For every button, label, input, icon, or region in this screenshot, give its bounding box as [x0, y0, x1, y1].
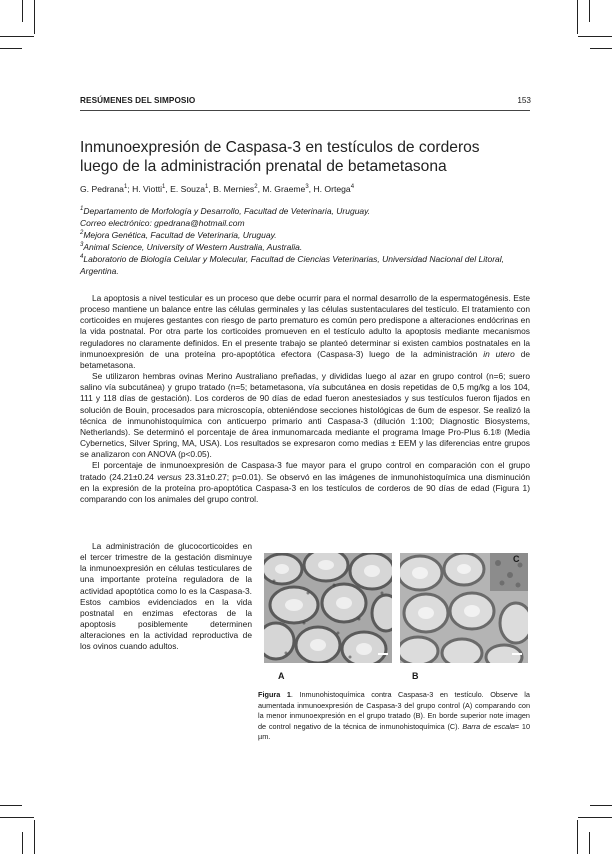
author-affil-sup: 1	[205, 184, 209, 191]
micrograph-a-image	[264, 553, 392, 663]
micrograph-b	[400, 553, 528, 663]
affil-sup: 3	[80, 242, 84, 249]
micrograph-a	[264, 553, 392, 663]
author-affil-sup: 4	[350, 184, 355, 191]
author-affil-sup: 1	[162, 184, 166, 191]
paragraph	[80, 460, 530, 505]
affiliation	[80, 253, 530, 277]
italic-run: in utero	[483, 348, 515, 359]
text-run: de betametasona.	[80, 348, 531, 370]
conclusion-column	[80, 541, 252, 653]
paragraph: La administración de glucocorticoides en el tercer trimestre de la gestación disminuye la inmunoexpresión en células testiculares de una importante proteína reguladora de la actividad apoptótica como lo es la Caspasa-3. Estos cambios evidenciados en la vida postnatal en enzimas efectoras de la apoptosis posiblemente determinen alteraciones en la actividad reproductiva de los ovinos cuando adultos.	[80, 541, 252, 652]
title-line-1: Inmunoexpresión de Caspasa-3 en testículos de corderos	[80, 139, 480, 156]
affiliations	[80, 205, 530, 277]
crop-mark	[0, 48, 22, 49]
micrograph-b-image	[400, 553, 528, 663]
figure-caption	[258, 690, 530, 743]
author: M. Graeme	[262, 184, 306, 194]
scale-bar	[512, 653, 522, 655]
paragraph: Se utilizaron hembras ovinas Merino Australiano preñadas, y divididas luego al azar en grupo control (n=6; suero salino vía subcutánea) y grupo tratado (n=5; betametasona, vía subcutánea en dosis repetidas de 0,5 mg/kg a los 104, 111 y 118 días de gestación). Los corderos de 90 días de edad fueron anestesiados y sus testículos fueron fijados en solución de Bouin, procesados para microscopía, obteniéndose secciones histológicas de 6um de espesor. Se realizó la técnica de inmunohistoquímica con anticuerpo primario anti Caspasa-3 (dilución 1:100; Diagnostic Biosystems, Netherlands). Se determinó el porcentaje de área inmunomarcada mediante el programa Image Pro-Plus 6.1® (Media Cybernetics, Silver Spring, MA, USA). Los resultados se expresaron como medias ± EEM y las diferencias entre grupos se analizaron con ANOVA (p<0.05).	[80, 371, 530, 460]
article-title	[80, 138, 535, 176]
crop-mark	[578, 817, 612, 818]
crop-mark	[590, 48, 612, 49]
author-affil-sup: 1	[123, 184, 128, 191]
italic-run: versus	[157, 471, 182, 482]
figure-label-c: C	[513, 554, 520, 564]
crop-mark	[589, 0, 590, 22]
paragraph	[80, 293, 530, 371]
affil-sup: 2	[80, 230, 84, 237]
text-run: La apoptosis a nivel testicular es un proceso que debe ocurrir para el normal desarrollo de la espermatogénesis. Este proceso mantiene un balance entre las células germinales y las células sustentaculares del testículo. El tratamiento con corticoides en mujeres gestantes con riesgo de parto prematuro es común pero predispone a alteraciones endócrinas en la vida postnatal. Por otra parte los corticoides promueven en el testículo adulto la apoptosis mediante mecanismos reguladores no claramente definidos. En el presente trabajo se planteó determinar si existen cambios postnatales en la inmunoexpresión de una proteína pro-apoptótica efectora (Caspasa-3) luego de la administración	[80, 293, 530, 359]
affil-text: Mejora Genética, Facultad de Veterinaria, Uruguay.	[83, 230, 277, 240]
crop-mark	[22, 0, 23, 22]
body-text	[80, 293, 530, 505]
figure-label-a: A	[278, 671, 285, 681]
crop-mark	[34, 0, 35, 34]
author-affil-sup: 3	[305, 184, 309, 191]
author: G. Pedrana	[80, 184, 124, 194]
caption-text: = 10 µm.	[258, 721, 531, 741]
crop-mark	[34, 820, 35, 854]
affil-text: Departamento de Morfología y Desarrollo, Facultad de Veterinaria, Uruguay.	[83, 206, 371, 216]
affiliation	[80, 229, 530, 241]
author: H. Ortega	[313, 184, 351, 194]
affil-text: Animal Science, University of Western Australia, Australia.	[83, 242, 303, 252]
affil-text: Correo electrónico: gpedrana@hotmail.com	[80, 218, 245, 228]
crop-mark	[590, 805, 612, 806]
crop-mark	[578, 36, 612, 37]
caption-italic: Barra de escala	[462, 721, 515, 731]
header-rule	[80, 110, 530, 111]
page-number: 153	[517, 96, 531, 105]
affil-sup: 1	[80, 206, 84, 213]
crop-mark	[589, 832, 590, 854]
inset-c	[490, 553, 528, 591]
crop-mark	[22, 832, 23, 854]
crop-mark	[0, 36, 34, 37]
scale-bar	[378, 653, 388, 655]
affiliation	[80, 241, 530, 253]
author: B. Mernies	[213, 184, 255, 194]
author-affil-sup: 2	[254, 184, 258, 191]
title-line-2: luego de la administración prenatal de betametasona	[80, 158, 447, 175]
author: E. Souza	[170, 184, 206, 194]
crop-mark	[0, 817, 34, 818]
section-header: RESÚMENES DEL SIMPOSIO	[80, 96, 196, 105]
affiliation	[80, 205, 530, 217]
caption-title: Figura 1	[258, 690, 291, 699]
affil-sup: 4	[80, 254, 84, 261]
figure-label-b: B	[412, 671, 419, 681]
caption-text: . Inmunohistoquímica contra Caspasa-3 en testículo. Observe la aumentada inmunoexpresión de Caspasa-3 del grupo control (A) comparando con la menor inmunoexpresión en el grupo tratado (B). En borde superior note imagen de control negativo de la técnica de inmunohistoquímica (C).	[258, 690, 530, 731]
author: H. Viotti	[132, 184, 163, 194]
text-run: El porcentaje de inmunoexpresión de Caspasa-3 fue mayor para el grupo control en comparación con el grupo tratado (24.21±0.24	[80, 460, 530, 482]
crop-mark	[577, 0, 578, 34]
crop-mark	[577, 820, 578, 854]
text-run: 23.31±0.27; p=0.01). Se observó en las imágenes de inmunohistoquímica una disminución en la expresión de la proteína pro-apoptótica Caspasa-3 en los testículos de corderos de 90 días de edad (Figura 1) comparando con los animales del grupo control.	[80, 471, 531, 504]
affil-text: Laboratorio de Biología Celular y Molecular, Facultad de Ciencias Veterinarias, Universidad Nacional del Litoral, Argentina.	[80, 254, 505, 276]
affiliation-email	[80, 217, 530, 229]
author-list: G. Pedrana$^1$; H. Viotti$^1$, E. Souza$^1$, B. Mernies$^2$, M. Graeme$^3$, H. Ortega$^4$	[80, 184, 355, 194]
crop-mark	[0, 805, 22, 806]
